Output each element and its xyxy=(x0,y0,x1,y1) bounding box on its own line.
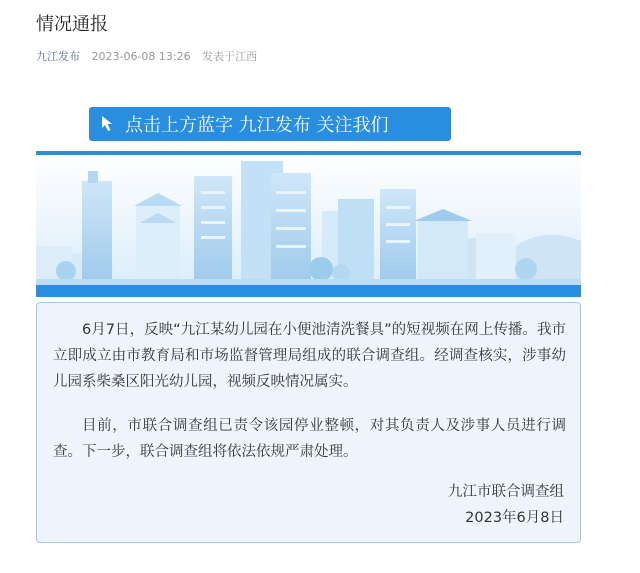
notice-paragraph-2: 目前，市联合调查组已责令该园停业整顿，对其负责人及涉事人员进行调查。下一步，联合调查组将依法依规严肃处理。 xyxy=(53,418,566,460)
cursor-arrow-icon xyxy=(99,114,119,139)
article-meta xyxy=(36,48,257,64)
notice-panel xyxy=(36,302,581,543)
notice-date: 2023年6月8日 xyxy=(465,510,564,526)
follow-banner[interactable] xyxy=(89,107,451,141)
notice-paragraph-1: 6月7日，反映“九江某幼儿园在小便池清洗餐具”的短视频在网上传播。我市立即成立由市教育局和市场监督管理局组成的联合调查组。经调查核实，涉事幼儿园系柴桑区阳光幼儿园，视频反映情况属实。 xyxy=(53,322,566,390)
notice-signature: 九江市联合调查组 xyxy=(448,484,564,500)
notice-signature-block xyxy=(53,479,566,531)
publish-location: 发表于江西 xyxy=(202,50,258,63)
city-skyline-illustration xyxy=(36,151,581,297)
follow-banner-text: 点击上方蓝字 九江发布 关注我们 xyxy=(125,115,389,136)
publish-time: 2023-06-08 13:26 xyxy=(91,50,191,63)
account-name-link[interactable]: 九江发布 xyxy=(36,50,80,63)
article-title: 情况通报 xyxy=(36,14,108,35)
